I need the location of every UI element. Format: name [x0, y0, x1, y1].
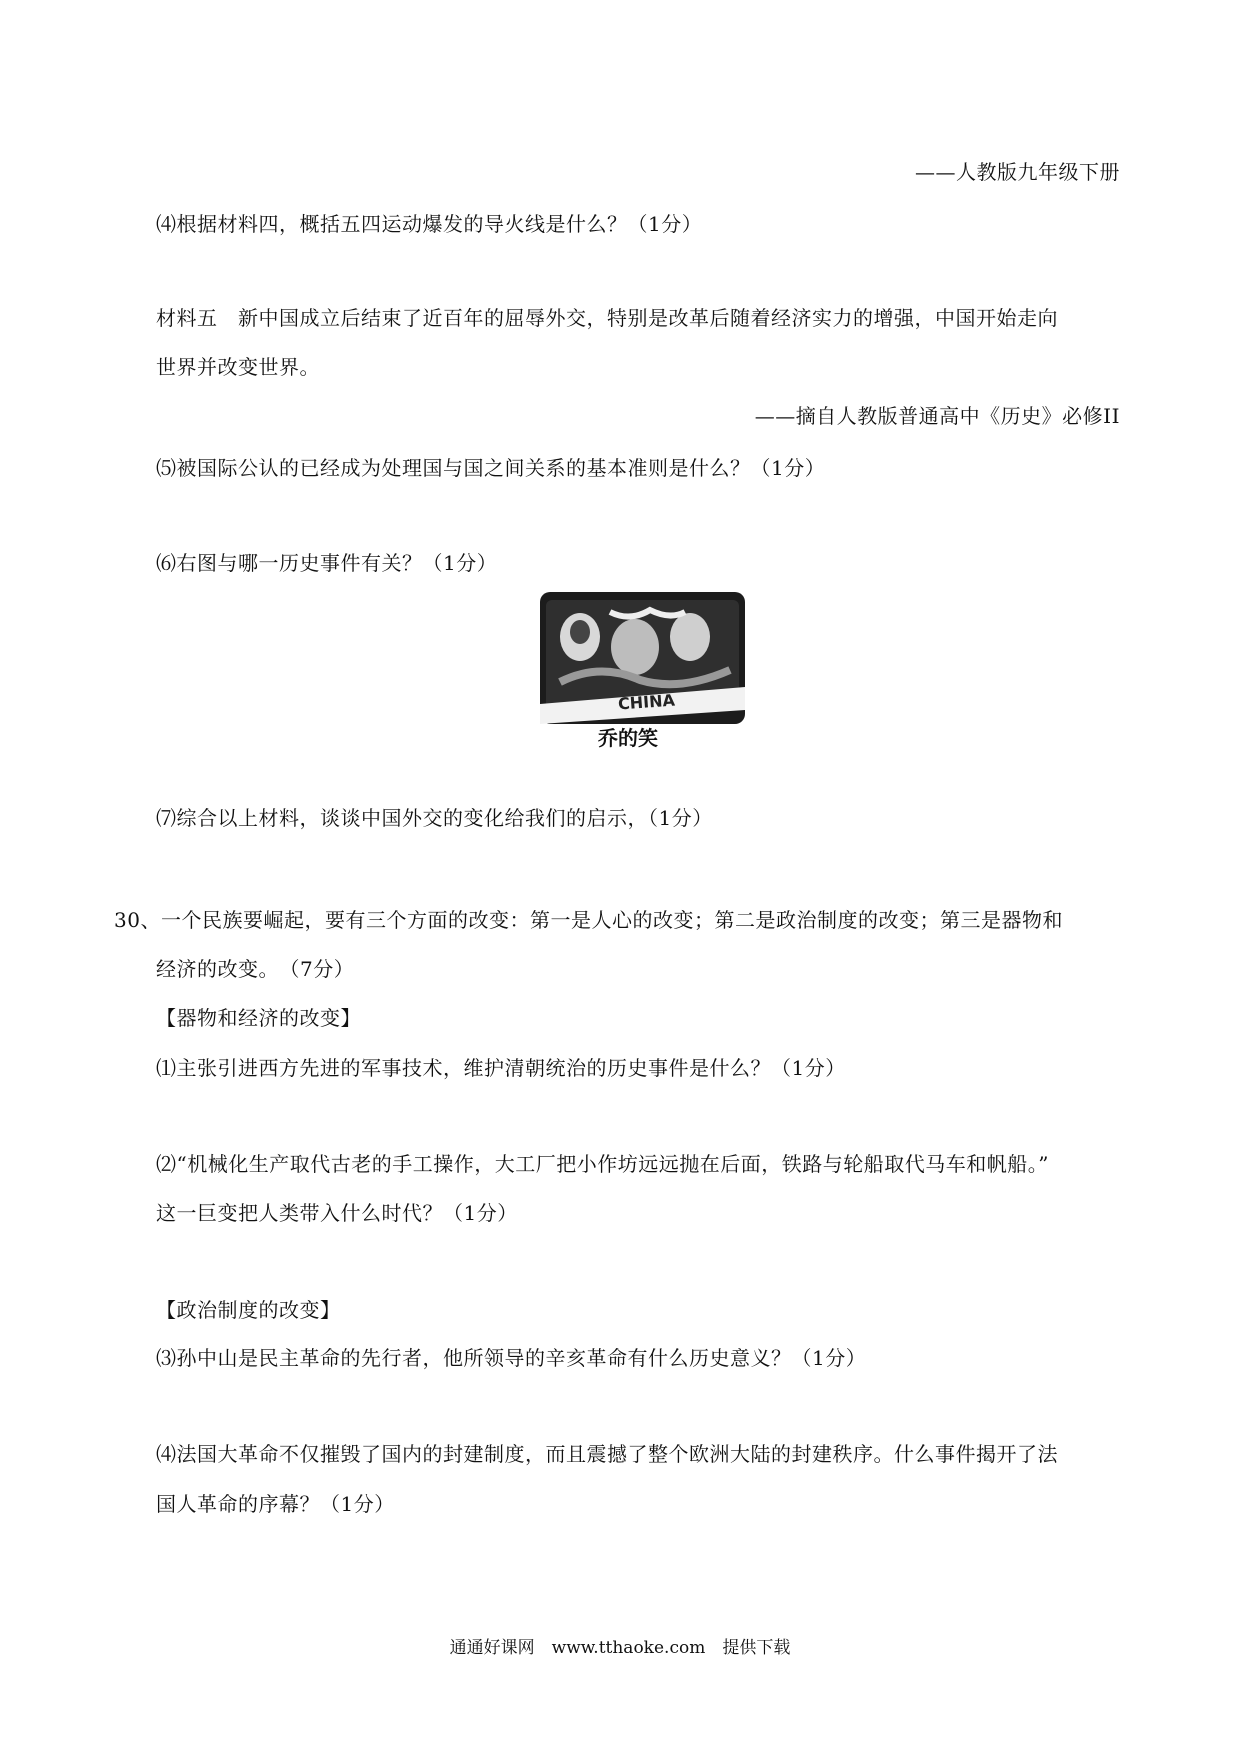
question-30-line-1: 30、一个民族要崛起，要有三个方面的改变：第一是人心的改变；第二是政治制度的改变；第三是器物和: [114, 908, 1063, 932]
section-heading-political-system: 【政治制度的改变】: [156, 1298, 341, 1322]
section-heading-artifacts-economy: 【器物和经济的改变】: [156, 1006, 361, 1030]
material-5-line-1: 材料五 新中国成立后结束了近百年的屈辱外交，特别是改革后随着经济实力的增强，中国开始走向: [156, 306, 1058, 330]
question-30-4-line-1: ⑷法国大革命不仅摧毁了国内的封建制度，而且震撼了整个欧洲大陆的封建秩序。什么事件揭开了法: [156, 1442, 1058, 1466]
question-6: ⑹右图与哪一历史事件有关？（1分）: [156, 551, 498, 575]
material-5-line-2: 世界并改变世界。: [156, 355, 320, 379]
photo-banner-text: CHINA: [617, 690, 676, 714]
page-footer: 通通好课网 www.tthaoke.com 提供下载: [449, 1638, 791, 1658]
photo-illustration: [540, 592, 745, 724]
question-5: ⑸被国际公认的已经成为处理国与国之间关系的基本准则是什么？（1分）: [156, 456, 826, 480]
question-7: ⑺综合以上材料，谈谈中国外交的变化给我们的启示，（1分）: [156, 806, 713, 830]
question-30-2-line-2: 这一巨变把人类带入什么时代？（1分）: [156, 1201, 518, 1225]
historical-photo: [540, 592, 745, 724]
source-citation-1: ——人教版九年级下册: [915, 160, 1120, 184]
question-30-1: ⑴主张引进西方先进的军事技术，维护清朝统治的历史事件是什么？（1分）: [156, 1056, 846, 1080]
question-30-2-line-1: ⑵“机械化生产取代古老的手工操作，大工厂把小作坊远远抛在后面，铁路与轮船取代马车和帆船。”: [156, 1152, 1049, 1176]
question-30-4-line-2: 国人革命的序幕？（1分）: [156, 1492, 395, 1516]
source-citation-2: ——摘自人教版普通高中《历史》必修II: [754, 404, 1120, 428]
question-4: ⑷根据材料四，概括五四运动爆发的导火线是什么？（1分）: [156, 212, 703, 236]
photo-caption: 乔的笑: [598, 726, 658, 750]
question-30-line-2: 经济的改变。 （7分）: [156, 957, 355, 981]
question-30-3: ⑶孙中山是民主革命的先行者，他所领导的辛亥革命有什么历史意义？（1分）: [156, 1346, 867, 1370]
